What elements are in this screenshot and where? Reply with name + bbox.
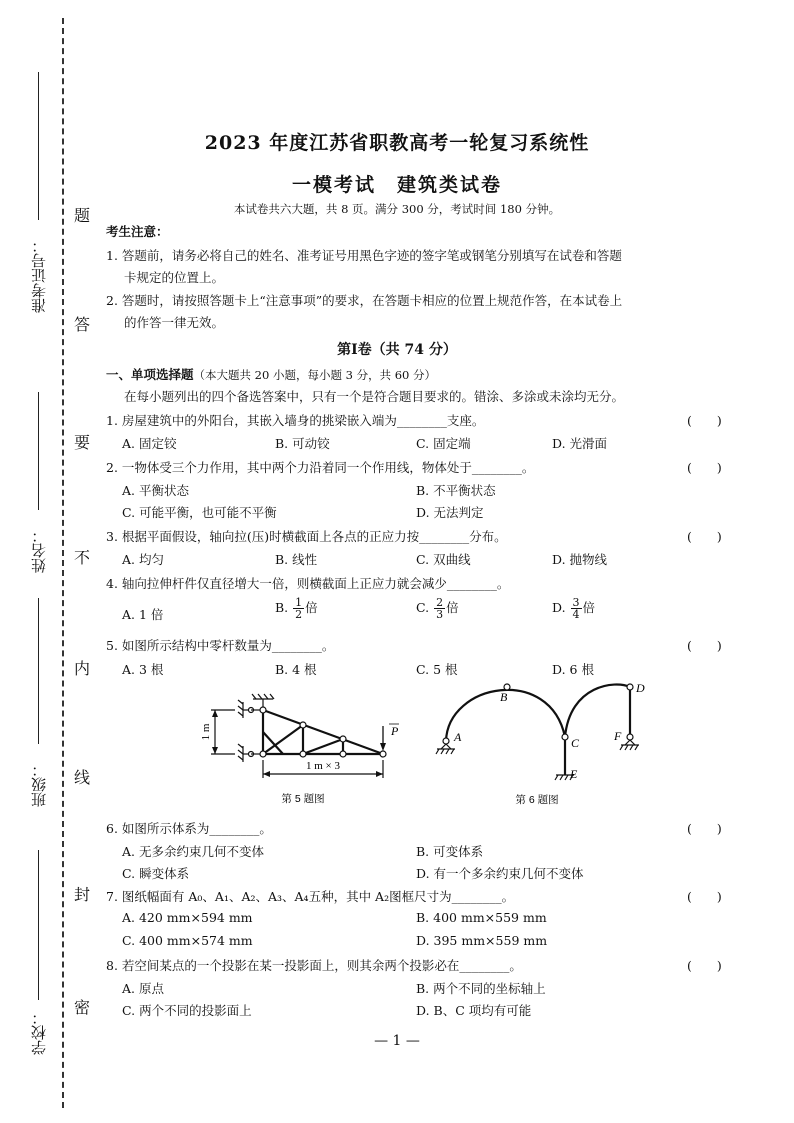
part-heading: 第Ⅰ卷（共 74 分） [337, 342, 457, 358]
question-stem: 7. 图纸幅面有 A₀、A₁、A₂、A₃、A₄五种，其中 A₂图框尺寸为________。 [106, 889, 515, 904]
section-title: 一、单项选择题 [106, 367, 194, 382]
option: B. 可变体系 [416, 844, 484, 859]
school-label: 学校： [30, 1010, 48, 1055]
notice-heading: 考生注意： [106, 224, 169, 239]
option: D. 抛物线 [552, 552, 608, 567]
question-stem: 5. 如图所示结构中零杆数量为________。 [106, 638, 335, 653]
option-fraction: C. $\frac{2}{3}$ 倍 [416, 596, 459, 621]
question-stem: 2. 一物体受三个力作用，其中两个力沿着同一个作用线，物体处于________。 [106, 460, 535, 475]
question-stem: 1. 房屋建筑中的外阳台，其嵌入墙身的挑梁嵌入端为________支座。 [106, 413, 485, 428]
dimension-vertical: 1 m [200, 723, 212, 741]
option: B. 不平衡状态 [416, 483, 496, 498]
exam-number-label: 准考证号： [30, 238, 48, 313]
option: C. 瞬变体系 [122, 866, 190, 881]
figure-6-caption: 第 6 题图 [515, 794, 559, 806]
class-label: 班级： [30, 762, 48, 807]
point-label: F [614, 729, 622, 743]
notice-item: 的作答一律无效。 [124, 315, 225, 330]
seal-char: 封 [73, 885, 90, 904]
seal-char: 密 [73, 998, 90, 1017]
option: C. 可能平衡，也可能不平衡 [122, 505, 277, 520]
page-number: — 1 — [374, 1033, 420, 1049]
point-label: E [570, 767, 578, 781]
notice-item: 卡规定的位置上。 [124, 270, 225, 285]
option: D. 有一个多余约束几何不变体 [416, 866, 584, 881]
name-underline [38, 392, 39, 510]
option: C. 400 mm×574 mm [122, 933, 253, 948]
seal-char: 不 [73, 548, 90, 567]
option: D. 无法判定 [416, 505, 484, 520]
question-stem: 8. 若空间某点的一个投影在某一投影面上，则其余两个投影必在________。 [106, 958, 522, 973]
answer-paren: ( ) [687, 889, 722, 904]
answer-paren: ( ) [687, 413, 722, 428]
dimension-horizontal: 1 m × 3 [305, 760, 341, 772]
seal-char: 题 [73, 206, 90, 225]
answer-paren: ( ) [687, 460, 722, 475]
section-header [106, 365, 436, 383]
option: D. 光滑面 [552, 436, 608, 451]
seal-char: 答 [73, 315, 90, 334]
section-info: （本大题共 20 小题，每小题 3 分，共 60 分） [193, 368, 437, 382]
seal-char: 线 [73, 768, 90, 787]
option: C. 两个不同的投影面上 [122, 1003, 252, 1018]
name-label: 姓名： [30, 528, 48, 573]
point-label: D [636, 681, 645, 695]
option: C. 双曲线 [416, 552, 471, 567]
option: C. 5 根 [416, 662, 458, 677]
seal-char: 内 [73, 659, 90, 678]
exam-subject-title: 一模考试 建筑类试卷 [291, 174, 502, 196]
option: A. 均匀 [122, 552, 164, 567]
class-underline [38, 598, 39, 744]
option-fraction: D. $\frac{3}{4}$ 倍 [552, 596, 596, 621]
option: A. 420 mm×594 mm [122, 910, 253, 925]
option: D. 6 根 [552, 662, 594, 677]
option-fraction: B. $\frac{1}{2}$ 倍 [275, 596, 318, 621]
option: A. 原点 [122, 981, 164, 996]
answer-paren: ( ) [687, 821, 722, 836]
option: A. 3 根 [122, 662, 164, 677]
option: B. 可动铰 [275, 436, 330, 451]
answer-paren: ( ) [687, 638, 722, 653]
load-label: P [391, 724, 399, 738]
question-stem: 3. 根据平面假设，轴向拉(压)时横截面上各点的正应力按________分布。 [106, 529, 507, 544]
point-label: A [454, 730, 462, 744]
exam-title: 2023 年度江苏省职教高考一轮复习系统性 [204, 132, 590, 154]
point-label: B [500, 690, 508, 704]
option: A. 1 倍 [122, 607, 164, 622]
section-instruction: 在每小题列出的四个备选答案中，只有一个是符合题目要求的。错涂、多涂或未涂均无分。 [124, 389, 625, 404]
figure-5-caption: 第 5 题图 [281, 793, 325, 805]
notice-item: 1. 答题前，请务必将自己的姓名、准考证号用黑色字迹的签字笔或钢笔分别填写在试卷和答题 [106, 248, 622, 263]
option: B. 线性 [275, 552, 318, 567]
option: B. 400 mm×559 mm [416, 910, 547, 925]
option: A. 固定铰 [122, 436, 177, 451]
option: D. B、C 项均有可能 [416, 1003, 532, 1018]
school-underline [38, 850, 39, 1000]
question-stem: 6. 如图所示体系为________。 [106, 821, 272, 836]
exam-info: 本试卷共六大题，共 8 页。满分 300 分，考试时间 180 分钟。 [233, 202, 561, 216]
answer-paren: ( ) [687, 958, 722, 973]
option: B. 两个不同的坐标轴上 [416, 981, 546, 996]
notice-item: 2. 答题时，请按照答题卡上“注意事项”的要求，在答题卡相应的位置上规范作答，在本试卷上 [106, 293, 623, 308]
seal-char: 要 [73, 433, 90, 452]
figure-5-truss [195, 690, 410, 815]
question-stem: 4. 轴向拉伸杆件仅直径增大一倍，则横截面上正应力就会减少________。 [106, 576, 510, 591]
point-label: C [571, 736, 580, 750]
answer-paren: ( ) [687, 529, 722, 544]
option: A. 无多余约束几何不变体 [122, 844, 264, 859]
option: C. 固定端 [416, 436, 471, 451]
option: D. 395 mm×559 mm [416, 933, 548, 948]
option: B. 4 根 [275, 662, 317, 677]
option: A. 平衡状态 [122, 483, 189, 498]
figure-6-arch-frame [430, 675, 670, 810]
